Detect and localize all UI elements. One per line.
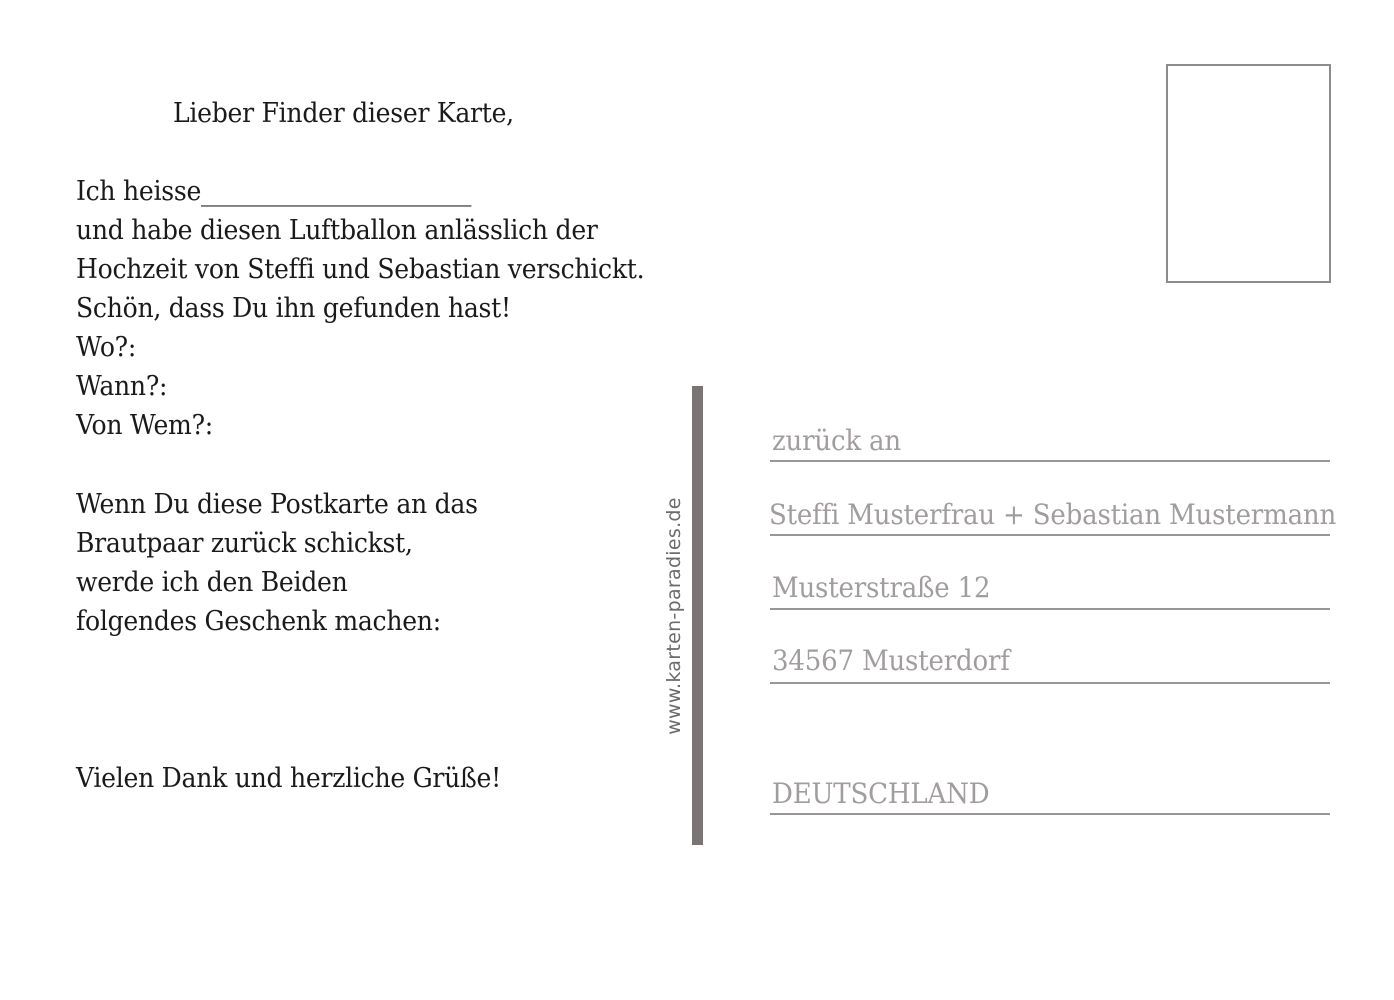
question-where: Wo?: xyxy=(76,332,137,363)
question-when: Wann?: xyxy=(76,371,168,402)
gift-line: Wenn Du diese Postkarte an das xyxy=(76,489,478,520)
address-line-city xyxy=(770,682,1330,684)
address-name: Steffi Musterfrau + Sebastian Mustermann xyxy=(769,498,1337,531)
intro-line: Hochzeit von Steffi und Sebastian verschickt. xyxy=(76,254,645,285)
address-line-country xyxy=(770,813,1330,815)
intro-line: Schön, dass Du ihn gefunden hast! xyxy=(76,293,511,324)
address-label: zurück an xyxy=(772,424,901,457)
greeting: Lieber Finder dieser Karte, xyxy=(173,98,514,129)
address-line-name xyxy=(770,534,1330,536)
question-from-whom: Von Wem?: xyxy=(76,410,213,441)
gift-text xyxy=(76,485,478,641)
stamp-box xyxy=(1166,64,1331,283)
vertical-divider xyxy=(692,386,703,845)
intro-line: und habe diesen Luftballon anlässlich der xyxy=(76,215,598,246)
address-line-label xyxy=(770,460,1330,462)
website-text: www.karten-paradies.de xyxy=(663,497,685,735)
closing-text: Vielen Dank und herzliche Grüße! xyxy=(76,763,501,794)
intro-text xyxy=(76,172,644,445)
gift-line: folgendes Geschenk machen: xyxy=(76,606,441,637)
address-country: DEUTSCHLAND xyxy=(772,777,990,810)
gift-line: Brautpaar zurück schickst, xyxy=(76,528,413,559)
address-street: Musterstraße 12 xyxy=(772,571,991,604)
gift-line: werde ich den Beiden xyxy=(76,567,348,598)
address-city: 34567 Musterdorf xyxy=(772,644,1010,677)
intro-line-name: Ich heisse______________________ xyxy=(76,176,472,207)
address-line-street xyxy=(770,608,1330,610)
